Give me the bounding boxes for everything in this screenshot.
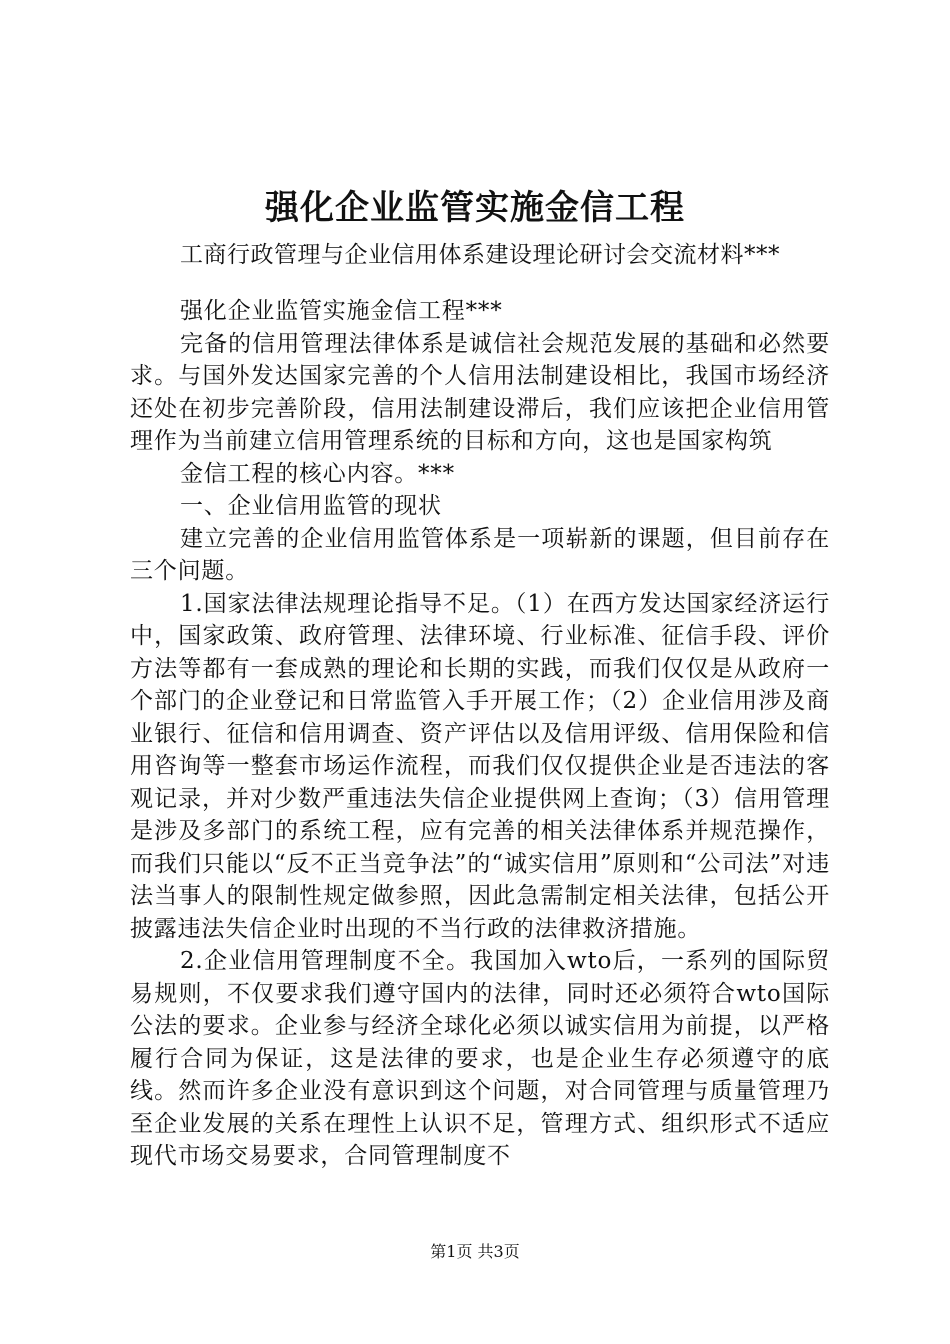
paragraph-intro-continued: 金信工程的核心内容。***: [180, 460, 455, 487]
document-title: 强化企业监管实施金信工程: [265, 188, 685, 228]
paragraph-problems-intro: 建立完善的企业信用监管体系是一项崭新的课题，但目前存在三个问题。: [130, 525, 830, 584]
paragraph-heading-repeat: 强化企业监管实施金信工程***: [180, 298, 503, 324]
paragraph-intro: 完备的信用管理法律体系是诚信社会规范发展的基础和必然要求。与国外发达国家完善的个人信用法制建设相比，我国市场经济还处在初步完善阶段，信用法制建设滞后，我们应该把企业信用管理作为当前建立信用管理系统的目标和方向，这也是国家构筑: [130, 330, 830, 454]
paragraph-problem-1: 1.国家法律法规理论指导不足。（1）在西方发达国家经济运行中，国家政策、政府管理、法律环境、行业标准、征信手段、评价方法等都有一套成熟的理论和长期的实践，而我们仅仅是从政府一个部门的企业登记和日常监管入手开展工作；（2）企业信用涉及商业银行、征信和信用调查、资产评估以及信用评级、信用保险和信用咨询等一整套市场运作流程，而我们仅仅提供企业是否违法的客观记录，并对少数严重违法失信企业提供网上查询；（3）信用管理是涉及多部门的系统工程，应有完善的相关法律体系并规范操作，而我们只能以“反不正当竞争法”的“诚实信用”原则和“公司法”对违法当事人的限制性规定做参照，因此急需制定相关法律，包括公开披露违法失信企业时出现的不当行政的法律救济措施。: [130, 590, 830, 942]
paragraph-problem-2: 2.企业信用管理制度不全。我国加入wto后，一系列的国际贸易规则，不仅要求我们遵守国内的法律，同时还必须符合wto国际公法的要求。企业参与经济全球化必须以诚实信用为前提，以严格履行合同为保证，这是法律的要求，也是企业生存必须遵守的底线。然而许多企业没有意识到这个问题，对合同管理与质量管理乃至企业发展的关系在理性上认识不足，管理方式、组织形式不适应现代市场交易要求，合同管理制度不: [130, 948, 830, 1169]
document-subtitle: 工商行政管理与企业信用体系建设理论研讨会交流材料***: [180, 242, 780, 268]
page-number-footer: 第1页 共3页: [430, 1242, 520, 1261]
document-body: [130, 295, 830, 1173]
section-heading-status: 一、企业信用监管的现状: [180, 493, 442, 519]
